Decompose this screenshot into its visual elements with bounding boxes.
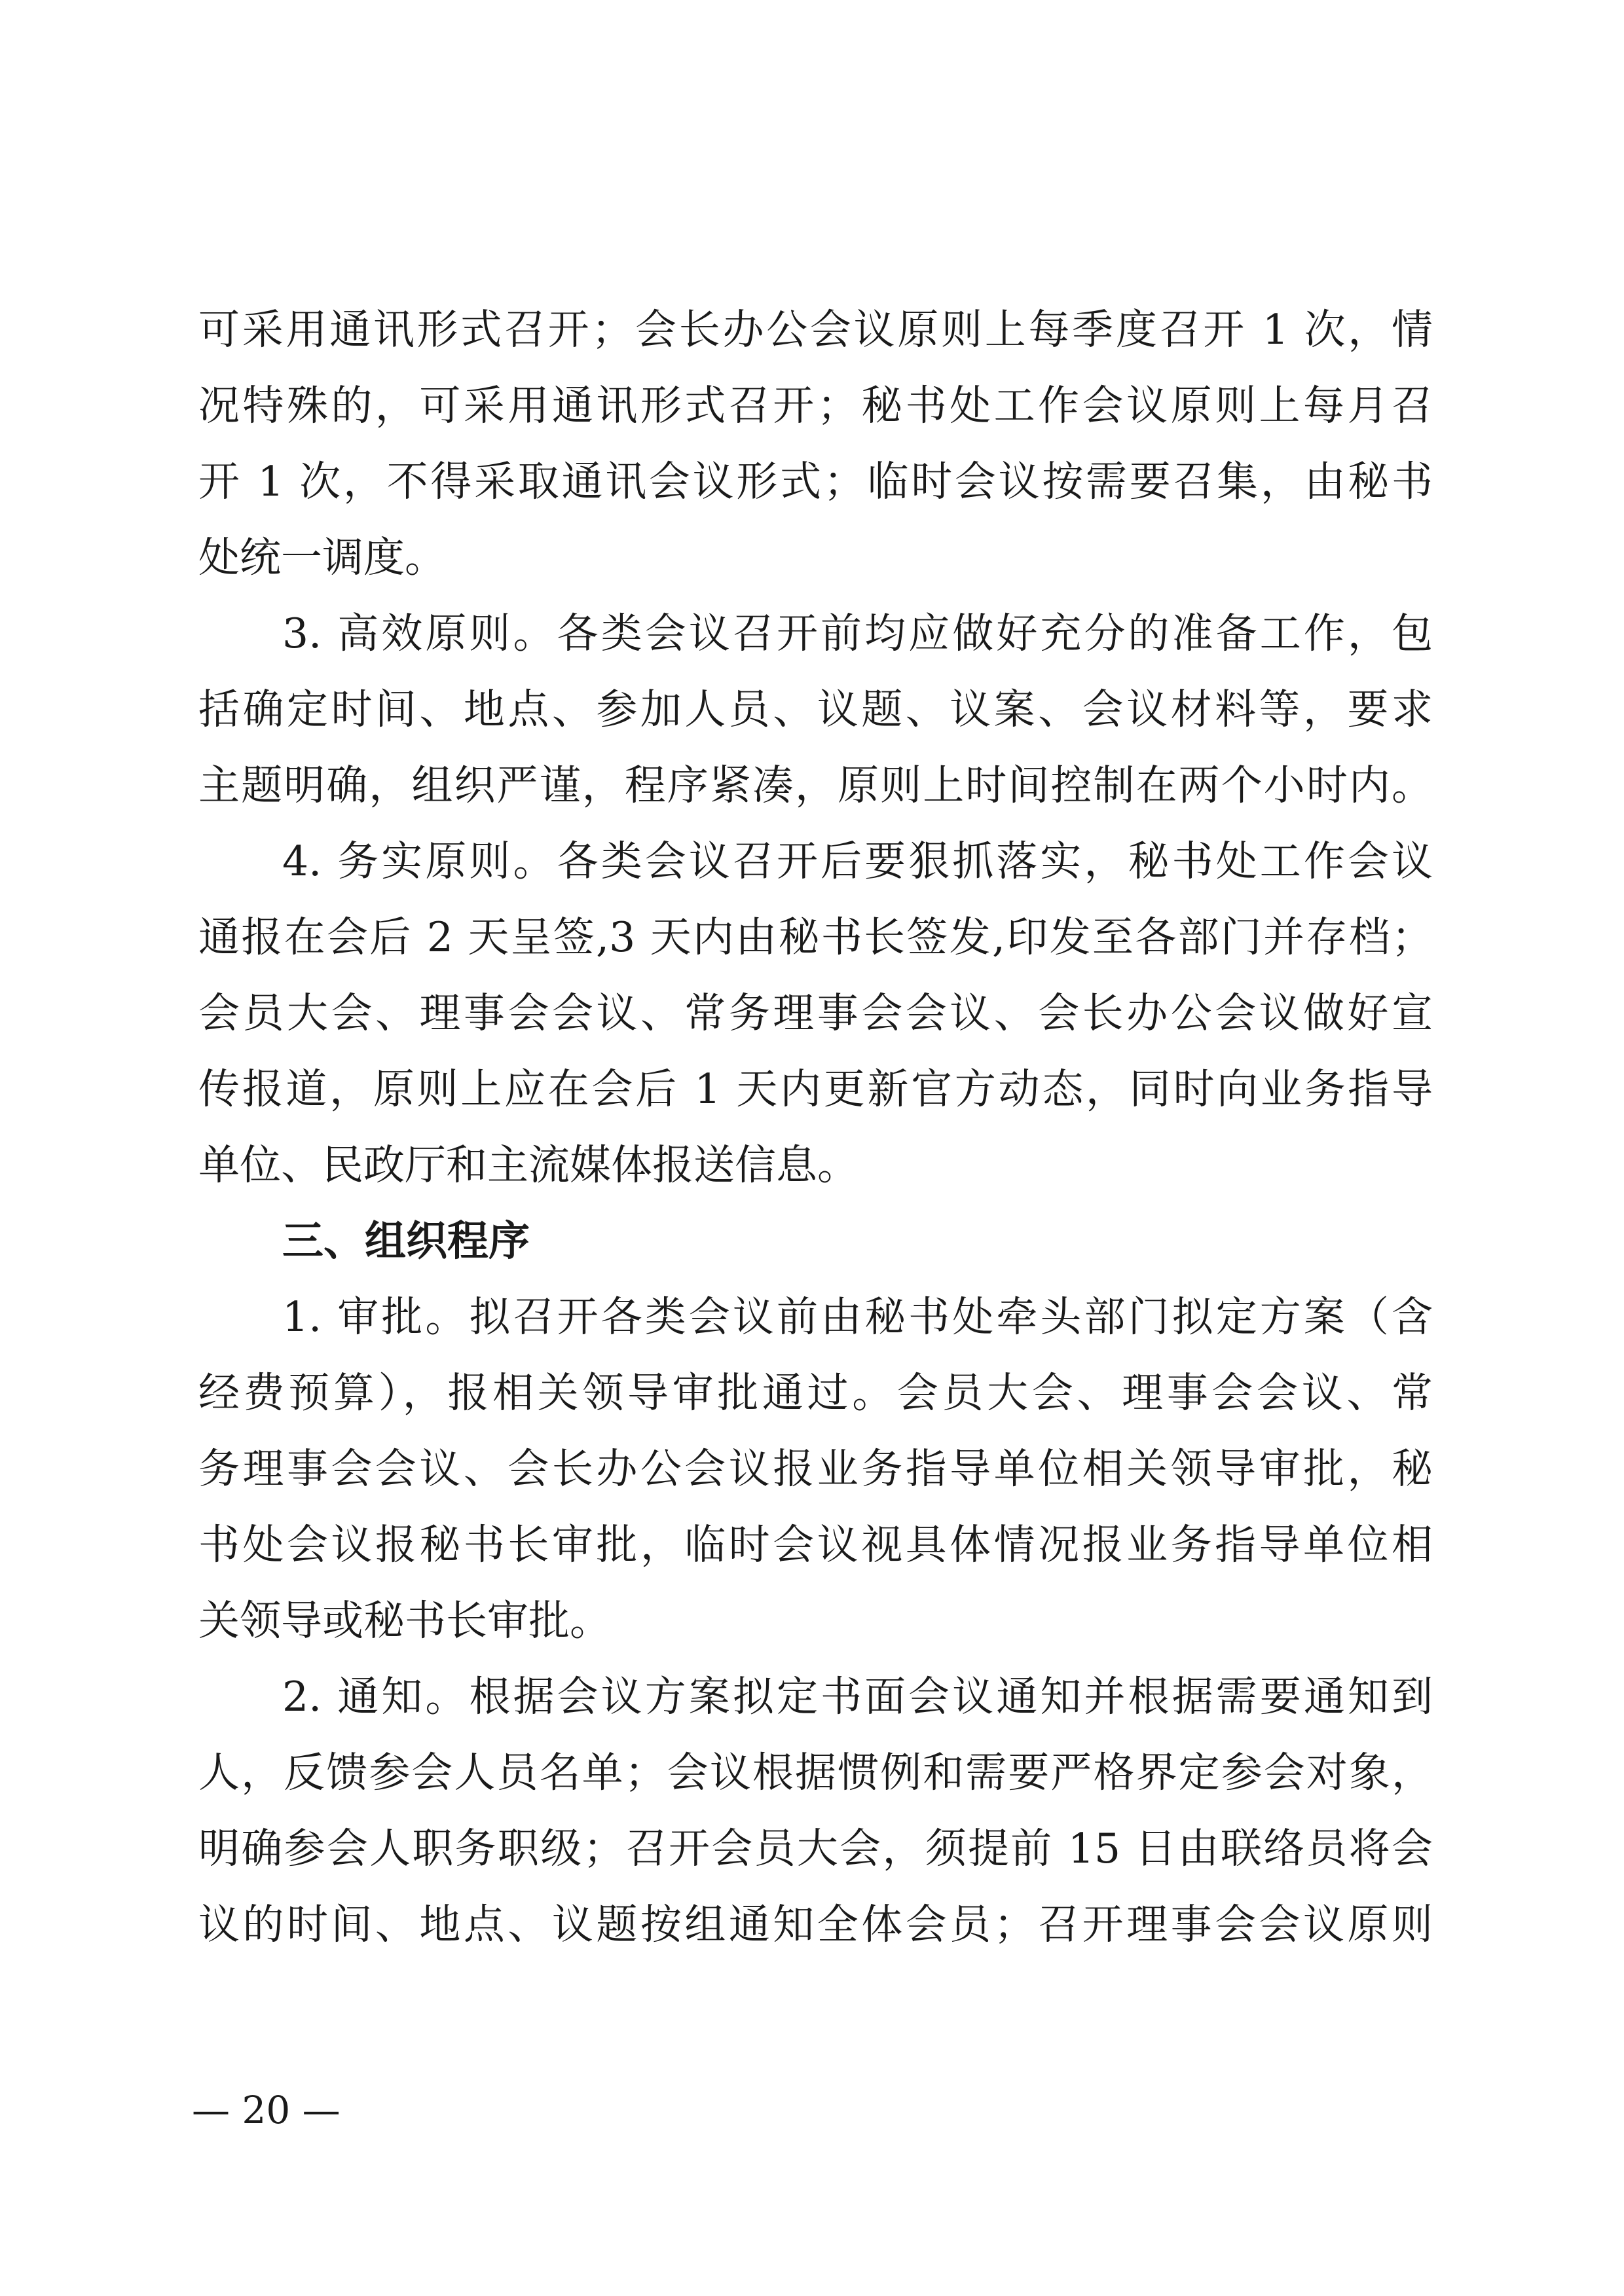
text-line-18: 关领导或秘书长审批。 — [198, 1597, 611, 1645]
text-line-9: 通报在会后 2 天呈签,3 天内由秘书长签发,印发至各部门并存档； — [198, 913, 1433, 961]
text-line-2: 况特殊的，可采用通讯形式召开；秘书处工作会议原则上每月召 — [198, 382, 1433, 429]
text-line-21: 明确参会人职务职级；召开会员大会，须提前 15 日由联络员将会 — [198, 1825, 1433, 1872]
text-line-22: 议的时间、地点、议题按组通知全体会员；召开理事会会议原则 — [198, 1901, 1433, 1948]
text-line-1: 可采用通讯形式召开；会长办公会议原则上每季度召开 1 次，情 — [198, 306, 1433, 354]
text-line-7: 主题明确，组织严谨，程序紧凑，原则上时间控制在两个小时内。 — [198, 761, 1433, 809]
text-line-8: 4. 务实原则。各类会议召开后要狠抓落实，秘书处工作会议 — [282, 837, 1433, 885]
document-body — [198, 292, 1433, 1963]
text-line-17: 书处会议报秘书长审批，临时会议视具体情况报业务指导单位相 — [198, 1521, 1433, 1569]
text-line-12: 单位、民政厅和主流媒体报送信息。 — [198, 1141, 858, 1189]
text-line-15: 经费预算），报相关领导审批通过。会员大会、理事会会议、常 — [198, 1369, 1433, 1417]
text-line-19: 2. 通知。根据会议方案拟定书面会议通知并根据需要通知到 — [282, 1673, 1433, 1721]
text-line-3: 开 1 次，不得采取通讯会议形式；临时会议按需要召集，由秘书 — [198, 458, 1433, 505]
text-line-16: 务理事会会议、会长办公会议报业务指导单位相关领导审批，秘 — [198, 1445, 1433, 1493]
text-line-14: 1. 审批。拟召开各类会议前由秘书处牵头部门拟定方案（含 — [282, 1293, 1433, 1341]
text-line-6: 括确定时间、地点、参加人员、议题、议案、会议材料等，要求 — [198, 685, 1433, 733]
text-line-11: 传报道，原则上应在会后 1 天内更新官方动态，同时向业务指导 — [198, 1065, 1433, 1113]
text-line-4: 处统一调度。 — [198, 534, 446, 581]
text-line-10: 会员大会、理事会会议、常务理事会会议、会长办公会议做好宣 — [198, 989, 1433, 1037]
page-number: — 20 — — [192, 2088, 341, 2132]
text-line-5: 3. 高效原则。各类会议召开前均应做好充分的准备工作，包 — [282, 610, 1433, 657]
text-line-20: 人，反馈参会人员名单；会议根据惯例和需要严格界定参会对象， — [198, 1749, 1433, 1796]
section-heading: 三、组织程序 — [282, 1217, 530, 1265]
